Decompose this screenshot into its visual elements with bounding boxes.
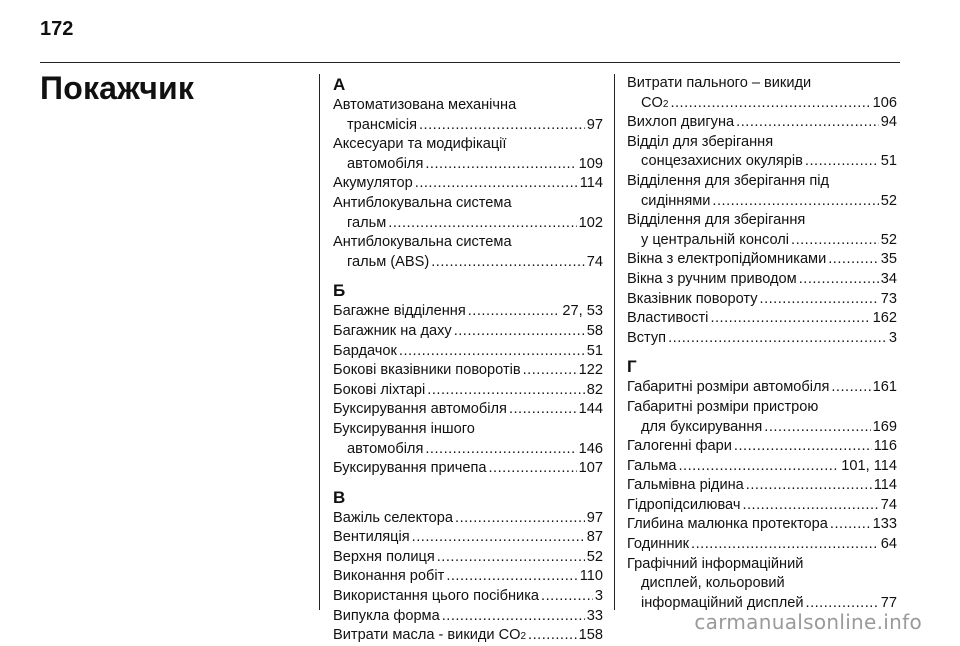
index-term: Антиблокувальна система [333,194,512,211]
index-entry [627,437,897,457]
index-entry [333,342,603,362]
page-reference: 114 [579,175,603,192]
index-term: Випукла форма [333,607,440,624]
index-term: Галогенні фари [627,438,732,455]
page-reference: 52 [586,548,603,565]
index-term: Відділення для зберігання під [627,172,829,189]
leader-dots [442,607,585,627]
leader-dots [431,253,585,273]
index-entry [627,476,897,496]
index-entry: Витрати пального – викиди CO 2 ..... 106 [627,74,897,113]
leader-dots [734,437,872,457]
index-term: трансмісія [347,116,417,133]
index-entry [333,459,603,479]
index-term: Використання цього посібника [333,588,540,605]
leader-dots [831,378,870,398]
index-entry [627,515,897,535]
leader-dots [446,567,577,587]
page-reference: 101, 114 [841,457,897,474]
index-term: Вступ [627,329,667,346]
index-term: Виконання робіт [333,568,445,585]
page-reference: 169 [872,418,897,435]
index-entry [627,329,897,349]
index-term: Витрати масла - викиди CO [333,627,521,644]
page-reference: 27, 53 [562,303,603,320]
leader-dots [541,587,593,607]
index-term: Відділення для зберігання [627,212,806,229]
index-letter-heading: Г [627,357,637,377]
index-term: Вказівник повороту [627,290,758,307]
column-divider [614,74,615,610]
index-entry [333,548,603,568]
index-entry [333,381,603,401]
index-term: Буксирування іншого [333,420,475,437]
index-term: гальм (ABS) [347,253,430,270]
index-term: Вентиляція [333,529,410,546]
page-reference: 51 [586,342,603,359]
index-entry [627,270,897,290]
leader-dots [736,113,879,133]
index-entry [333,135,603,174]
index-term: Годинник [627,536,690,553]
leader-dots [455,509,585,529]
page-reference: 106 [872,94,897,111]
page-reference: 158 [578,627,603,644]
index-term: у центральній консолі [641,231,790,248]
page-reference: 109 [578,155,603,172]
index-term: Гальмівна рідина [627,477,744,494]
index-entry [627,113,897,133]
leader-dots [830,515,871,535]
index-term: Антиблокувальна система [333,234,512,251]
index-entry [627,309,897,329]
page-reference: 33 [586,607,603,624]
index-term: CO [641,94,663,111]
index-term: Вихлоп двигуна [627,114,735,131]
page-reference: 94 [880,114,897,131]
index-letter-heading: А [333,75,346,94]
index-column-2 [627,74,897,613]
index-entry [627,250,897,270]
leader-dots [764,418,870,438]
leader-dots [691,535,879,555]
page-reference: 87 [586,529,603,546]
index-term: Багажне відділення [333,303,466,320]
index-term: Вікна з ручним приводом [627,270,797,287]
index-entry [333,528,603,548]
page-reference: 146 [578,440,603,457]
leader-dots [388,214,576,234]
index-entry [333,302,603,322]
index-entry [333,233,603,272]
index-term: дисплей, кольоровий [641,575,785,592]
page-reference: 144 [578,401,603,418]
leader-dots [523,361,577,381]
page-reference: 35 [880,251,897,268]
index-entry [627,211,897,250]
page-reference: 133 [872,516,897,533]
page-reference: 64 [880,536,897,553]
page-reference: 97 [586,509,603,526]
page-reference: 114 [873,477,897,494]
index-term: Бардачок [333,342,397,359]
index-term: Бокові вказівники поворотів [333,362,521,379]
page-reference: 3 [888,329,897,346]
index-term: Вікна з електропідйомниками [627,251,827,268]
page-reference: 102 [578,214,603,231]
leader-dots [670,94,870,114]
index-term: Бокові ліхтарі [333,381,426,398]
leader-dots [425,440,576,460]
index-entry: Витрати масла - викиди CO 2 ..... 158 [333,626,603,646]
index-entry [627,457,897,477]
index-term: Глибина малюнка протектора [627,516,828,533]
page-reference: 51 [880,153,897,170]
index-term: Гальма [627,457,677,474]
page-reference: 110 [579,568,603,585]
leader-dots [668,329,887,349]
page-reference: 107 [578,460,603,477]
index-letter-heading: В [333,487,346,507]
index-term: Акумулятор [333,175,413,192]
leader-dots [528,626,577,646]
index-term: Габаритні розміри автомобіля [627,379,830,396]
page-reference: 116 [873,438,897,455]
index-term: Габаритні розміри пристрою [627,398,819,415]
leader-dots [468,302,561,322]
leader-dots [712,192,878,212]
page-title: Покажчик [40,70,195,106]
index-entry [627,535,897,555]
page-reference: 162 [872,310,897,327]
leader-dots [399,342,585,362]
page-reference: 3 [594,588,603,605]
page-reference: 77 [880,594,897,611]
index-entry [627,133,897,172]
index-term: Властивості [627,310,709,327]
leader-dots [419,116,585,136]
index-term: Важіль селектора [333,509,454,526]
index-term: Аксесуари та модифікації [333,136,507,153]
page-reference: 52 [880,192,897,209]
leader-dots [791,231,879,251]
index-term: сидіннями [641,192,711,209]
index-entry [333,607,603,627]
index-term: Багажник на даху [333,322,452,339]
index-term: сонцезахисних окулярів [641,153,803,170]
page-reference: 34 [880,270,897,287]
page-reference: 74 [880,496,897,513]
page-reference: 82 [586,381,603,398]
leader-dots [489,459,577,479]
index-term: Автоматизована механічна [333,97,517,113]
header-rule [40,62,900,63]
index-term: Буксирування автомобіля [333,401,507,418]
index-term: для буксирування [641,418,763,435]
leader-dots [760,290,879,310]
leader-dots [427,381,584,401]
index-term: інформаційний дисплей [641,594,804,611]
index-entry [333,361,603,381]
leader-dots [412,528,585,548]
page-reference: 97 [586,116,603,133]
index-term: Верхня полиця [333,548,435,565]
index-entry [333,509,603,529]
index-entry [333,96,603,135]
index-term: Витрати пального – викиди [627,75,812,91]
index-entry [627,496,897,516]
index-entry [333,420,603,459]
index-entry [333,400,603,420]
index-term: автомобіля [347,440,424,457]
leader-dots [415,174,578,194]
index-entry [333,587,603,607]
leader-dots [678,457,839,477]
leader-dots [742,496,878,516]
leader-dots [828,250,879,270]
index-entry [627,398,897,437]
index-term: автомобіля [347,155,424,172]
page-reference: 52 [880,231,897,248]
leader-dots [454,322,585,342]
leader-dots [425,155,576,175]
column-divider [319,74,320,610]
index-entry [333,174,603,194]
leader-dots [710,309,870,329]
page-reference: 73 [880,290,897,307]
page-reference: 74 [586,253,603,270]
index-entry [627,378,897,398]
leader-dots [799,270,879,290]
index-letter-heading: Б [333,281,346,301]
index-entry [627,555,897,614]
index-term: Буксирування причепа [333,460,487,477]
index-term: Гідропідсилювач [627,496,741,513]
index-entry [627,290,897,310]
leader-dots [509,400,577,420]
page-reference: 161 [872,379,897,396]
watermark: carmanualsonline.info [694,610,922,634]
index-term: Відділ для зберігання [627,133,774,150]
index-term: Графічний інформаційний [627,555,804,572]
index-column-1 [333,74,603,646]
page-number: 172 [40,18,74,40]
index-entry [333,567,603,587]
index-term: гальм [347,214,387,231]
page-reference: 58 [586,322,603,339]
leader-dots [437,548,585,568]
index-entry [333,194,603,233]
index-entry [333,322,603,342]
leader-dots [746,476,872,496]
leader-dots [805,152,879,172]
page-reference: 122 [578,362,603,379]
index-entry [627,172,897,211]
